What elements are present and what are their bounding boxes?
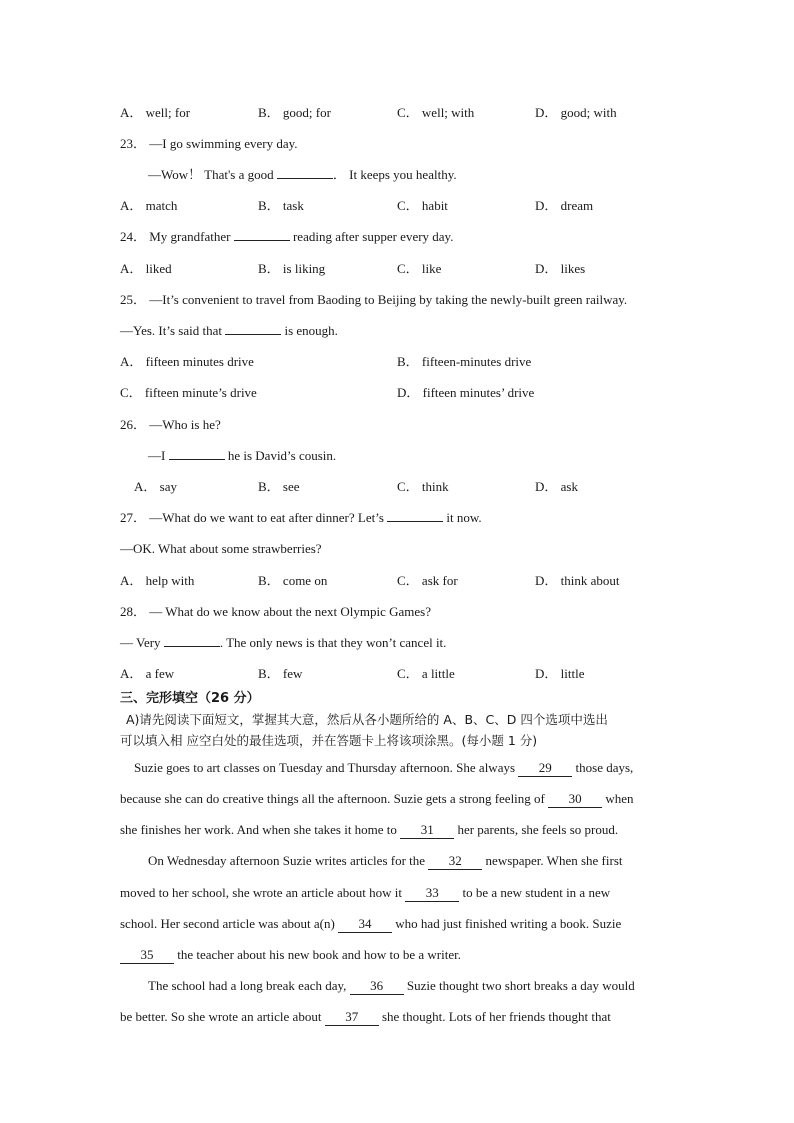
blank-30: 30	[548, 791, 602, 808]
section3-heading: 三、完形填空（26 分）	[120, 691, 260, 706]
blank-33: 33	[405, 885, 459, 902]
passage-line-2: because she can do creative things all the afternoon. Suzie gets a strong feeling of 30 when	[120, 791, 634, 806]
section3-instructions-line2: 可以填入相 应空白处的最佳选项，并在答题卡上将该项涂黑。(每小题 1 分)	[120, 733, 538, 748]
q24-blank	[234, 240, 290, 241]
blank-32: 32	[428, 853, 482, 870]
q27-option-a: A． help with	[120, 573, 195, 588]
q22-option-d: D． good; with	[535, 105, 617, 120]
passage-line-9: be better. So she wrote an article about 37 she thought. Lots of her friends thought that	[120, 1009, 611, 1024]
q24-option-b: B． is liking	[258, 261, 326, 276]
q23-prompt: 23． —I go swimming every day.	[120, 136, 298, 151]
q28-reply: — Very . The only news is that they won’t cancel it.	[120, 635, 447, 650]
q27-blank	[387, 521, 443, 522]
q28-blank	[164, 646, 220, 647]
q26-reply: —I he is David’s cousin.	[148, 448, 337, 463]
q23-blank	[277, 178, 333, 179]
q27-reply: —OK. What about some strawberries?	[120, 541, 322, 556]
q22-option-b: B． good; for	[258, 105, 331, 120]
q25-option-b: B． fifteen-minutes drive	[397, 354, 532, 369]
blank-31: 31	[400, 822, 454, 839]
q24-option-d: D． likes	[535, 261, 586, 276]
q26-blank	[169, 459, 225, 460]
q26-option-b: B． see	[258, 479, 300, 494]
q23-option-b: B． task	[258, 198, 304, 213]
q28-option-b: B． few	[258, 666, 303, 681]
q27-option-d: D． think about	[535, 573, 620, 588]
blank-37: 37	[325, 1009, 379, 1026]
q26-prompt: 26． —Who is he?	[120, 417, 221, 432]
passage-line-3: she finishes her work. And when she takes it home to 31 her parents, she feels so proud.	[120, 822, 619, 837]
q25-option-a: A． fifteen minutes drive	[120, 354, 254, 369]
blank-36: 36	[350, 978, 404, 995]
passage-line-8: The school had a long break each day, 36 Suzie thought two short breaks a day would	[148, 978, 635, 993]
q28-option-a: A． a few	[120, 666, 175, 681]
q27-prompt: 27． —What do we want to eat after dinner? Let’s it now.	[120, 510, 482, 525]
section3-instructions-line1: A)请先阅读下面短文，掌握其大意，然后从各小题所给的 A、B、C、D 四个选项中选出	[126, 712, 608, 727]
q24-prompt: 24． My grandfather reading after supper every day.	[120, 229, 454, 244]
q27-option-b: B． come on	[258, 573, 328, 588]
q24-option-c: C． like	[397, 261, 442, 276]
q28-prompt: 28． — What do we know about the next Olympic Games?	[120, 604, 431, 619]
q25-option-d: D． fifteen minutes’ drive	[397, 385, 535, 400]
blank-35: 35	[120, 947, 174, 964]
blank-29: 29	[518, 760, 572, 777]
q26-option-c: C． think	[397, 479, 449, 494]
q27-option-c: C． ask for	[397, 573, 458, 588]
q26-option-a: A． say	[134, 479, 177, 494]
q25-option-c: C． fifteen minute’s drive	[120, 385, 257, 400]
q22-option-a: A． well; for	[120, 105, 191, 120]
q28-option-d: D． little	[535, 666, 585, 681]
q24-option-a: A． liked	[120, 261, 172, 276]
q23-option-d: D． dream	[535, 198, 594, 213]
passage-line-1: Suzie goes to art classes on Tuesday and Thursday afternoon. She always 29 those days,	[134, 760, 634, 775]
blank-34: 34	[338, 916, 392, 933]
q23-option-a: A． match	[120, 198, 178, 213]
passage-line-6: school. Her second article was about a(n) 34 who had just finished writing a book. Suzie	[120, 916, 622, 931]
q28-option-c: C． a little	[397, 666, 455, 681]
q25-prompt: 25． —It’s convenient to travel from Baoding to Beijing by taking the newly-built green railway.	[120, 292, 628, 307]
passage-line-7: 35 the teacher about his new book and how to be a writer.	[120, 947, 461, 964]
passage-line-5: moved to her school, she wrote an article about how it 33 to be a new student in a new	[120, 885, 611, 900]
passage-line-4: On Wednesday afternoon Suzie writes articles for the 32 newspaper. When she first	[148, 853, 623, 868]
q25-blank	[225, 334, 281, 335]
q23-reply: —Wow！ That's a good ． It keeps you healthy.	[148, 167, 457, 182]
q22-option-c: C． well; with	[397, 105, 475, 120]
q23-option-c: C． habit	[397, 198, 448, 213]
q25-reply: —Yes. It’s said that is enough.	[120, 323, 338, 338]
q26-option-d: D． ask	[535, 479, 578, 494]
